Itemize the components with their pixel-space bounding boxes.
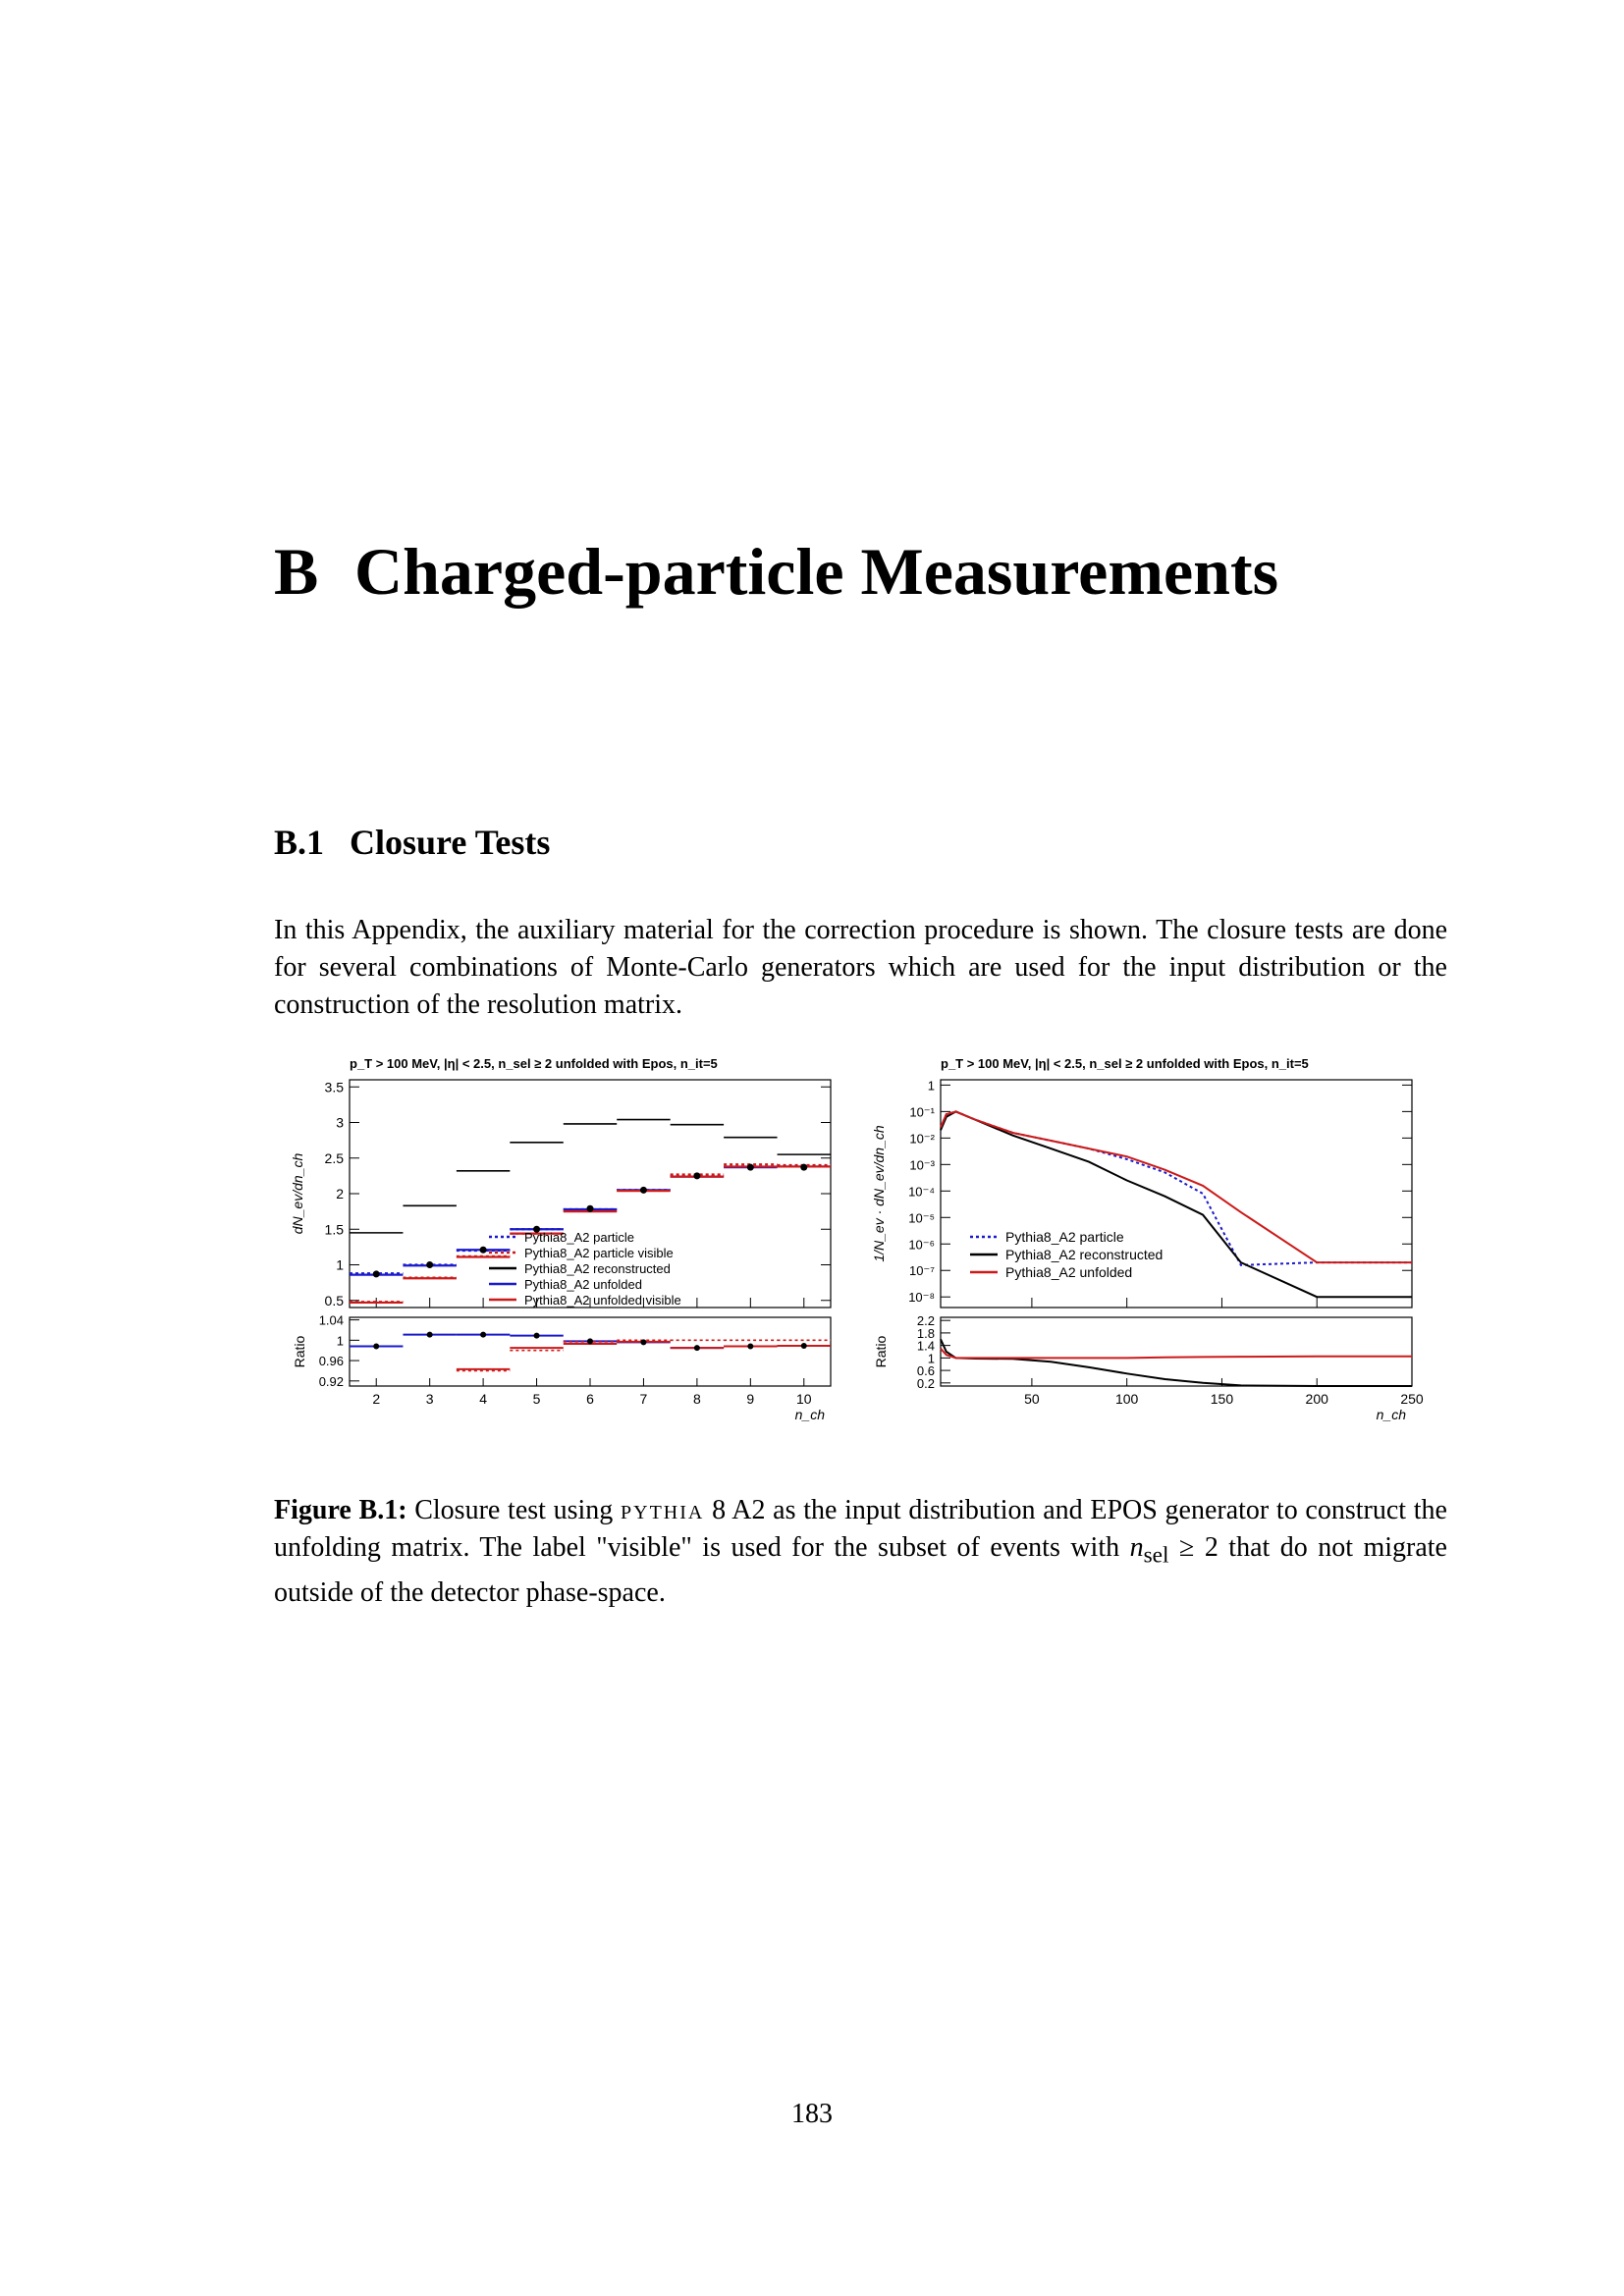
y-tick-label: 10⁻³ xyxy=(909,1157,935,1173)
data-point xyxy=(693,1172,700,1179)
caption-text-2: 8 A2 as the input distribution and EPOS generator to construct the unfolding matrix. The label "visible" is used for the subset of events with xyxy=(274,1495,1447,1563)
data-point xyxy=(747,1164,754,1171)
ratio-y-tick-label: 1 xyxy=(336,1333,344,1349)
section-number: B.1 xyxy=(274,823,325,862)
data-point xyxy=(426,1261,433,1268)
ratio-point xyxy=(534,1333,540,1339)
caption-text-1: Closure test using xyxy=(406,1495,622,1525)
data-point xyxy=(587,1205,594,1212)
x-axis-label: n_ch xyxy=(794,1407,825,1422)
data-point xyxy=(640,1187,647,1194)
x-tick-label: 9 xyxy=(746,1391,755,1407)
figure-left-linear-plot xyxy=(281,1041,870,1458)
x-tick-label: 150 xyxy=(1210,1391,1234,1407)
caption-text-3: ≥ 2 that do not migrate outside of the detector phase-space. xyxy=(274,1532,1447,1608)
caption-generator: pythia xyxy=(621,1495,705,1525)
ratio-point xyxy=(427,1332,433,1338)
section-title xyxy=(274,825,550,860)
section-title-text: Closure Tests xyxy=(350,823,551,862)
x-tick-label: 10 xyxy=(795,1391,812,1407)
ratio-point xyxy=(480,1332,486,1338)
caption-sub: sel xyxy=(1143,1542,1169,1569)
x-tick-label: 8 xyxy=(692,1391,701,1407)
legend-label: Pythia8_A2 particle xyxy=(524,1230,635,1245)
ratio-point xyxy=(747,1344,753,1350)
x-tick-label: 7 xyxy=(639,1391,648,1407)
plot-header-text: p_T > 100 MeV, |η| < 2.5, n_sel ≥ 2 unfolded with Epos, n_it=5 xyxy=(941,1056,1309,1071)
x-tick-label: 200 xyxy=(1305,1391,1328,1407)
caption-n: n xyxy=(1129,1532,1144,1563)
figure-right-log-plot xyxy=(862,1041,1451,1458)
legend-label: Pythia8_A2 reconstructed xyxy=(1005,1247,1164,1262)
y-tick-label: 10⁻⁸ xyxy=(908,1290,935,1306)
chapter-title xyxy=(274,534,1279,609)
ratio-point xyxy=(373,1344,379,1350)
x-axis-label: n_ch xyxy=(1376,1407,1406,1422)
x-tick-label: 50 xyxy=(1024,1391,1040,1407)
y-tick-label: 1.5 xyxy=(324,1221,344,1238)
ratio-y-tick-label: 1.4 xyxy=(916,1338,935,1354)
plot-left-svg xyxy=(281,1041,870,1458)
legend-label: Pythia8_A2 unfolded xyxy=(524,1277,642,1292)
y-tick-label: 1 xyxy=(927,1078,935,1094)
chapter-number: B xyxy=(274,534,319,609)
ratio-red-line xyxy=(941,1349,1412,1359)
plot-right-svg xyxy=(862,1041,1451,1458)
intro-paragraph: In this Appendix, the auxiliary material for the correction procedure is shown. The closure tests are done for several combinations of Monte-Carlo generators which are used for the input distribution or the construction of the resolution matrix. xyxy=(274,915,1447,1020)
y-tick-label: 3.5 xyxy=(324,1079,344,1095)
data-point xyxy=(480,1247,487,1254)
y-tick-label: 10⁻⁵ xyxy=(908,1210,935,1226)
ratio-y-tick-label: 0.6 xyxy=(916,1363,935,1379)
y-tick-label: 10⁻⁶ xyxy=(908,1237,935,1253)
x-tick-label: 3 xyxy=(425,1391,434,1407)
legend-label: Pythia8_A2 particle visible xyxy=(524,1246,674,1260)
ratio-black-line xyxy=(941,1339,1412,1386)
ratio-frame xyxy=(350,1317,831,1386)
x-tick-label: 6 xyxy=(586,1391,594,1407)
y-tick-label: 0.5 xyxy=(324,1292,344,1308)
ratio-y-tick-label: 0.2 xyxy=(916,1375,935,1391)
ratio-y-tick-label: 1 xyxy=(927,1351,935,1366)
ratio-point xyxy=(694,1345,700,1351)
legend-label: Pythia8_A2 particle xyxy=(1005,1229,1124,1245)
ratio-point xyxy=(801,1343,807,1349)
ratio-y-axis-label: Ratio xyxy=(292,1335,307,1368)
x-tick-label: 2 xyxy=(372,1391,381,1407)
x-tick-label: 250 xyxy=(1400,1391,1424,1407)
ratio-y-tick-label: 0.92 xyxy=(318,1373,344,1389)
y-axis-label: dN_ev/dn_ch xyxy=(290,1152,305,1235)
caption-label: Figure B.1: xyxy=(274,1495,407,1525)
ratio-y-tick-label: 1.8 xyxy=(916,1325,935,1341)
legend-label: Pythia8_A2 reconstructed xyxy=(524,1261,671,1276)
y-tick-label: 10⁻⁷ xyxy=(908,1263,935,1279)
ratio-y-axis-label: Ratio xyxy=(873,1335,889,1368)
y-tick-label: 1 xyxy=(336,1256,344,1273)
ratio-y-tick-label: 1.04 xyxy=(318,1312,344,1328)
ratio-frame xyxy=(941,1317,1412,1386)
y-tick-label: 2 xyxy=(336,1186,344,1201)
ratio-y-tick-label: 2.2 xyxy=(916,1313,935,1329)
y-tick-label: 10⁻¹ xyxy=(909,1104,935,1120)
x-tick-label: 4 xyxy=(479,1391,488,1407)
plot-header-text: p_T > 100 MeV, |η| < 2.5, n_sel ≥ 2 unfolded with Epos, n_it=5 xyxy=(350,1056,718,1071)
y-tick-label: 2.5 xyxy=(324,1149,344,1166)
y-tick-label: 3 xyxy=(336,1114,344,1131)
figure-caption xyxy=(274,1492,1447,1612)
data-point xyxy=(800,1164,807,1171)
x-tick-label: 5 xyxy=(532,1391,541,1407)
legend-label: Pythia8_A2 unfolded visible xyxy=(524,1293,681,1308)
y-tick-label: 10⁻² xyxy=(909,1131,935,1147)
ratio-point xyxy=(640,1339,646,1345)
chapter-title-text: Charged-particle Measurements xyxy=(354,534,1279,609)
y-tick-label: 10⁻⁴ xyxy=(908,1184,935,1200)
y-axis-label: 1/N_ev · dN_ev/dn_ch xyxy=(871,1125,887,1262)
legend-label: Pythia8_A2 unfolded xyxy=(1005,1264,1133,1280)
ratio-y-tick-label: 0.96 xyxy=(318,1354,344,1369)
page-number: 183 xyxy=(791,2099,833,2129)
ratio-point xyxy=(587,1338,593,1344)
x-tick-label: 100 xyxy=(1114,1391,1139,1407)
data-point xyxy=(373,1270,380,1277)
